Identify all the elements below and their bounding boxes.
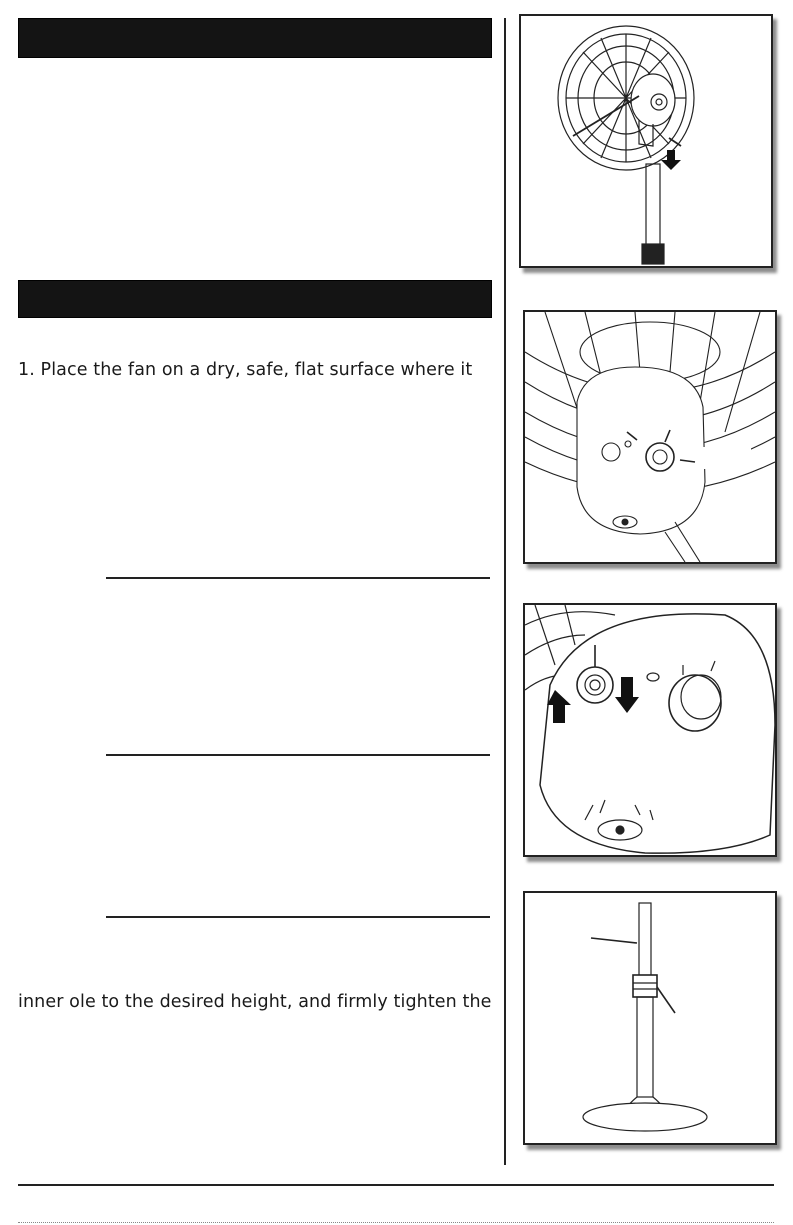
tightening-collar bbox=[633, 975, 657, 997]
motor-housing bbox=[577, 367, 705, 534]
motor-housing-figure bbox=[523, 310, 777, 564]
motor-housing-closeup bbox=[540, 614, 775, 853]
fan-hub bbox=[631, 74, 675, 126]
outer-pole bbox=[637, 997, 653, 1097]
column-divider bbox=[504, 18, 506, 1165]
step-1-text: 1. Place the fan on a dry, safe, flat surface where it bbox=[18, 360, 473, 380]
oscillation-knob bbox=[646, 443, 674, 471]
section-header-bar-1 bbox=[18, 18, 492, 58]
footer-rule bbox=[18, 1184, 774, 1186]
fan-head-mount-figure bbox=[519, 14, 773, 268]
pole-adjust-text: inner ole to the desired height, and firmly tighten the bbox=[18, 992, 492, 1012]
inner-pole bbox=[639, 903, 651, 978]
knob-install-figure bbox=[523, 603, 777, 857]
subsection-rule-1 bbox=[106, 577, 490, 579]
knob-socket bbox=[577, 667, 613, 703]
knob bbox=[669, 675, 721, 731]
base bbox=[583, 1103, 707, 1131]
subsection-rule-2 bbox=[106, 754, 490, 756]
subsection-rule-3 bbox=[106, 916, 490, 918]
pole-height-figure bbox=[523, 891, 777, 1145]
section-header-bar-2 bbox=[18, 280, 492, 318]
down-arrow-icon bbox=[661, 150, 681, 170]
fan-pole bbox=[646, 164, 660, 246]
footer-dotted-rule bbox=[18, 1222, 774, 1223]
